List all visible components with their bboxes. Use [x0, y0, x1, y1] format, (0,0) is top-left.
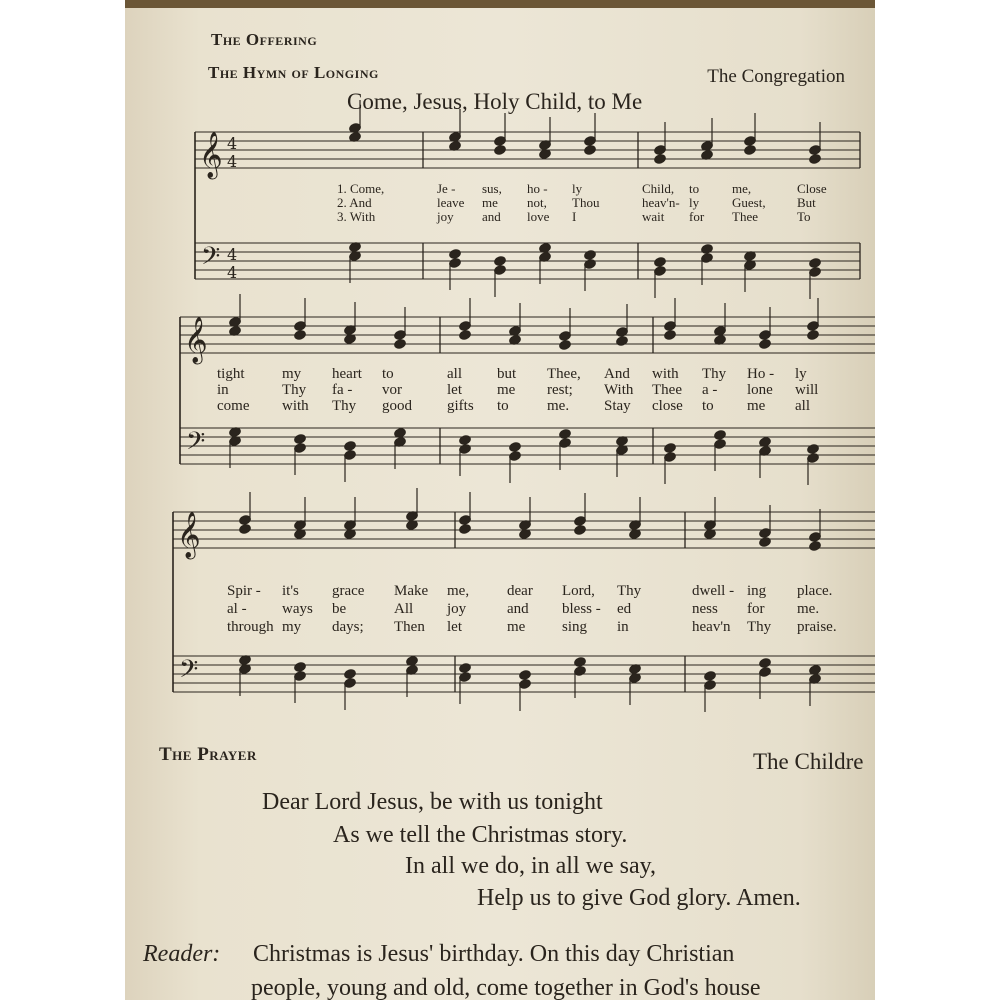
lyric-syllable: Thee: [732, 209, 758, 224]
lyric-syllable: bless -: [562, 601, 601, 617]
note-head: [703, 670, 716, 681]
lyric-syllable: me.: [547, 398, 570, 414]
note-head: [663, 329, 676, 340]
lyric-syllable: ho -: [527, 181, 548, 196]
note-head: [493, 144, 506, 155]
lyric-syllable: me: [747, 398, 766, 414]
lyric-syllable: sus,: [482, 181, 502, 196]
note-head: [458, 434, 471, 445]
note-head: [615, 335, 628, 346]
lyric-syllable: and: [507, 601, 529, 617]
lyric-syllable: my: [282, 366, 302, 382]
note-head: [583, 249, 596, 260]
lyric-syllable: not,: [527, 195, 547, 210]
lyric-syllable: and: [482, 209, 501, 224]
lyric-syllable: heav'n-: [642, 195, 680, 210]
lyric-syllable: Thy: [332, 398, 357, 414]
lyric-syllable: for: [747, 601, 765, 617]
lyric-syllable: with: [652, 366, 679, 382]
time-signature: 4: [227, 152, 238, 171]
note-head: [293, 433, 306, 444]
note-head: [758, 657, 771, 668]
lyric-syllable: ly: [795, 366, 807, 382]
lyric-syllable: me: [482, 195, 498, 210]
lyric-syllable: grace: [332, 583, 365, 599]
lyric-syllable: Thee: [652, 382, 682, 398]
lyric-syllable: to: [382, 366, 394, 382]
hymn-performer: The Congregation: [707, 66, 845, 87]
lyric-syllable: To: [797, 209, 811, 224]
lyric-syllable: to: [702, 398, 714, 414]
prayer-line: As we tell the Christmas story.: [333, 822, 628, 848]
prayer-line: In all we do, in all we say,: [405, 853, 657, 879]
note-head: [558, 428, 571, 439]
lyric-syllable: Thy: [702, 366, 727, 382]
lyric-syllable: ed: [617, 601, 632, 617]
lyric-syllable: ness: [692, 601, 718, 617]
lyric-syllable: sing: [562, 619, 588, 635]
lyric-syllable: will: [795, 382, 819, 398]
lyric-syllable: in: [217, 382, 229, 398]
note-head: [293, 661, 306, 672]
lyric-syllable: let: [447, 382, 462, 398]
lyric-syllable: for: [689, 209, 705, 224]
lyric-syllable: me: [497, 382, 516, 398]
note-head: [293, 329, 306, 340]
prayer-heading: The Prayer: [159, 744, 257, 765]
note-head: [808, 153, 821, 164]
reader-text: Christmas is Jesus' birthday. On this day Christian: [253, 941, 735, 967]
lyric-syllable: 1. Come,: [337, 181, 385, 196]
lyric-syllable: ing: [747, 583, 767, 599]
lyric-syllable: 3. With: [337, 209, 376, 224]
lyric-syllable: all: [447, 366, 462, 382]
lyric-syllable: joy: [447, 601, 467, 617]
reader-text: people, young and old, come together in God's house: [251, 975, 761, 1000]
prayer-line: Dear Lord Jesus, be with us tonight: [262, 789, 603, 815]
note-head: [663, 442, 676, 453]
note-head: [493, 255, 506, 266]
note-head: [808, 540, 821, 551]
note-head: [518, 669, 531, 680]
lyric-syllable: With: [604, 382, 634, 398]
note-head: [653, 153, 666, 164]
hymnal-page: [125, 0, 875, 1000]
prayer-performer: The Childre: [753, 749, 864, 774]
lyric-syllable: Child,: [642, 181, 675, 196]
lyric-syllable: dwell -: [692, 583, 735, 599]
note-head: [808, 257, 821, 268]
lyric-syllable: in: [617, 619, 629, 635]
lyric-syllable: vor: [382, 382, 402, 398]
lyric-syllable: Spir -: [227, 583, 261, 599]
lyric-syllable: it's: [282, 583, 299, 599]
lyric-syllable: ways: [282, 601, 313, 617]
bass-clef: 𝄢: [186, 427, 206, 462]
note-head: [573, 524, 586, 535]
lyric-syllable: with: [282, 398, 309, 414]
note-head: [343, 668, 356, 679]
lyric-syllable: rest;: [547, 382, 573, 398]
lyric-syllable: All: [394, 601, 414, 617]
lyric-syllable: heart: [332, 366, 362, 382]
lyric-syllable: al -: [227, 601, 247, 617]
lyric-syllable: close: [652, 398, 683, 414]
note-head: [713, 429, 726, 440]
lyric-syllable: Thy: [617, 583, 642, 599]
lyric-syllable: heav'n: [692, 619, 731, 635]
note-head: [806, 443, 819, 454]
note-head: [238, 523, 251, 534]
lyric-syllable: Lord,: [562, 583, 595, 599]
lyric-syllable: But: [797, 195, 816, 210]
lyric-syllable: good: [382, 398, 412, 414]
hymn-title: Come, Jesus, Holy Child, to Me: [347, 89, 643, 114]
note-head: [653, 256, 666, 267]
lyric-syllable: to: [497, 398, 509, 414]
lyric-syllable: days;: [332, 619, 364, 635]
lyric-syllable: love: [527, 209, 550, 224]
lyric-syllable: Make: [394, 583, 429, 599]
note-head: [743, 144, 756, 155]
lyric-syllable: lone: [747, 382, 773, 398]
note-head: [558, 339, 571, 350]
note-head: [806, 329, 819, 340]
lyric-syllable: come: [217, 398, 250, 414]
lyric-syllable: my: [282, 619, 302, 635]
lyric-syllable: Thy: [747, 619, 772, 635]
bass-clef: 𝄢: [179, 655, 199, 690]
lyric-syllable: me: [507, 619, 526, 635]
note-head: [448, 248, 461, 259]
note-head: [583, 144, 596, 155]
treble-clef: 𝄞: [199, 132, 223, 178]
lyric-syllable: but: [497, 366, 517, 382]
treble-clef: 𝄞: [184, 317, 208, 363]
time-signature: 4: [227, 245, 238, 264]
lyric-syllable: wait: [642, 209, 665, 224]
note-head: [508, 441, 521, 452]
lyric-syllable: be: [332, 601, 347, 617]
lyric-syllable: leave: [437, 195, 465, 210]
lyric-syllable: ly: [689, 195, 700, 210]
lyric-syllable: Ho -: [747, 366, 775, 382]
lyric-syllable: me,: [732, 181, 752, 196]
lyric-syllable: ly: [572, 181, 583, 196]
lyric-syllable: Then: [394, 619, 425, 635]
lyric-syllable: Close: [797, 181, 827, 196]
note-head: [458, 662, 471, 673]
lyric-syllable: And: [604, 366, 630, 382]
lyric-syllable: place.: [797, 583, 833, 599]
lyric-syllable: gifts: [447, 398, 474, 414]
lyric-syllable: Je -: [437, 181, 456, 196]
note-head: [343, 440, 356, 451]
lyric-syllable: me.: [797, 601, 820, 617]
lyric-syllable: through: [227, 619, 274, 635]
offering-heading: The Offering: [211, 30, 318, 49]
note-head: [458, 523, 471, 534]
lyric-syllable: Thee,: [547, 366, 581, 382]
note-head: [458, 329, 471, 340]
note-head: [700, 243, 713, 254]
note-head: [758, 536, 771, 547]
lyric-syllable: to: [689, 181, 700, 196]
prayer-line: Help us to give God glory. Amen.: [477, 885, 801, 911]
lyric-syllable: 2. And: [337, 195, 372, 210]
lyric-syllable: Thou: [572, 195, 600, 210]
lyric-syllable: all: [795, 398, 810, 414]
lyric-syllable: me,: [447, 583, 470, 599]
lyric-syllable: a -: [702, 382, 718, 398]
note-head: [393, 338, 406, 349]
lyric-syllable: tight: [217, 366, 245, 382]
lyric-syllable: praise.: [797, 619, 837, 635]
reader-label: Reader:: [143, 941, 221, 967]
note-head: [573, 656, 586, 667]
lyric-syllable: Stay: [604, 398, 631, 414]
treble-clef: 𝄞: [177, 512, 201, 558]
lyric-syllable: dear: [507, 583, 533, 599]
lyric-syllable: let: [447, 619, 462, 635]
time-signature: 4: [227, 263, 238, 282]
note-head: [758, 338, 771, 349]
hymn-section-heading: The Hymn of Longing: [208, 63, 379, 82]
lyric-syllable: joy: [437, 209, 454, 224]
lyric-syllable: Guest,: [732, 195, 766, 210]
time-signature: 4: [227, 134, 238, 153]
lyric-syllable: I: [572, 209, 577, 224]
bass-clef: 𝄢: [201, 242, 221, 277]
lyric-syllable: Thy: [282, 382, 307, 398]
lyric-syllable: fa -: [332, 382, 353, 398]
